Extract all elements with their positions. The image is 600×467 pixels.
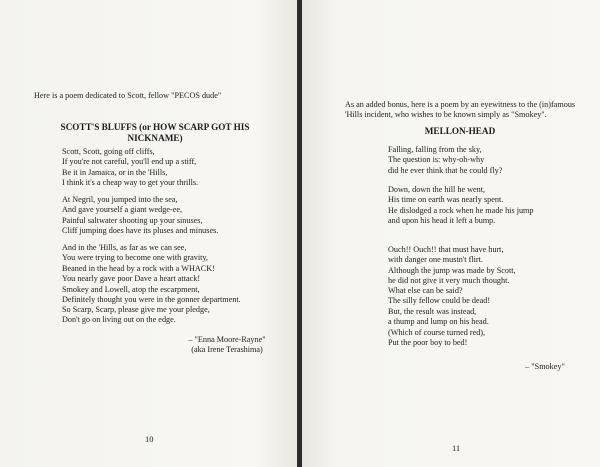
left-poem-title: SCOTT'S BLUFFS (or HOW SCARP GOT HIS NICKNAME) (60, 122, 250, 143)
left-signature (172, 335, 282, 355)
poem-line: did he ever think that he could fly? (388, 165, 503, 175)
poem-line: The silly fellow could be dead! (388, 296, 491, 306)
poem-line: But, the result was instead, (388, 306, 477, 316)
poem-line: And gave yourself a giant wedge-ee, (62, 205, 183, 215)
right-page-number: 11 (452, 443, 461, 453)
left-page-number: 10 (145, 434, 154, 444)
poem-line: Down, down the hill he went, (388, 185, 486, 194)
poem-line: His time on earth was nearly spent. (388, 195, 504, 205)
right-intro-text: As an added bonus, here is a poem by an eyewitness to the (in)famous 'Hills incident, who wishes to be known simply as "Smokey". (345, 100, 576, 119)
poem-line: Beaned in the head by a rock with a WHACK! (62, 263, 215, 273)
right-stanza-1 (388, 145, 502, 176)
poem-line: So Scarp, Scarp, please give me your pledge, (62, 305, 210, 314)
left-stanza-3 (62, 243, 241, 305)
right-stanza-4 (388, 286, 490, 348)
poem-line: The question is: why-oh-why (388, 155, 485, 165)
left-stanza-1 (62, 147, 198, 189)
right-signature: – "Smokey" (525, 362, 565, 371)
signature-line: (aka Irene Terashima) (191, 345, 263, 354)
poem-line: Be it in Jamaica, or in the 'Hills, (62, 167, 168, 177)
right-poem-title: MELLON-HEAD (424, 126, 496, 136)
poem-line: You were trying to become one with gravity, (62, 253, 208, 263)
poem-line: (Which of course turned red), (388, 327, 486, 337)
left-intro-text: Here is a poem dedicated to Scott, fellow "PECOS dude" (34, 91, 222, 100)
poem-line: and upon his head it left a bump. (388, 216, 496, 226)
poem-line: And in the 'Hills, as far as we can see, (62, 243, 187, 252)
book-gutter (297, 0, 302, 467)
poem-line: Don't go on living out on the edge. (62, 315, 176, 325)
left-stanza-2 (62, 195, 218, 237)
poem-line: Painful saltwater shooting up your sinuses, (62, 215, 203, 225)
poem-line: Put the poor boy to bed! (388, 338, 468, 348)
signature-line: – "Enna Moore-Rayne" (188, 335, 266, 344)
poem-line: At Negril, you jumped into the sea, (62, 195, 178, 204)
poem-line: Cliff jumping does have its pluses and minuses. (62, 226, 219, 236)
poem-line: Ouch!! Ouch!! that must have hurt, (388, 245, 504, 254)
poem-line: He dislodged a rock when he made his jump (388, 205, 534, 215)
poem-line: You nearly gave poor Dave a heart attack! (62, 274, 201, 284)
right-page (300, 0, 600, 467)
poem-line: Although the jump was made by Scott, (388, 265, 516, 275)
poem-line: Smokey and Lowell, atop the escarpment, (62, 284, 200, 294)
right-stanza-3 (388, 245, 516, 287)
poem-line: Scott, Scott, going off cliffs, (62, 147, 155, 156)
poem-line: Falling, falling from the sky, (388, 145, 482, 154)
left-stanza-4 (62, 305, 210, 326)
poem-line: What else can be said? (388, 286, 463, 295)
poem-line: Definitely thought you were in the gonner department. (62, 295, 241, 305)
poem-line: he did not give it very much thought. (388, 276, 510, 286)
poem-line: with danger one mustn't flirt. (388, 255, 483, 265)
right-stanza-2 (388, 185, 534, 227)
poem-line: I think it's a cheap way to get your thrills. (62, 178, 199, 188)
poem-line: a thump and lump on his head. (388, 317, 489, 327)
poem-line: If you're not careful, you'll end up a stiff, (62, 157, 197, 167)
